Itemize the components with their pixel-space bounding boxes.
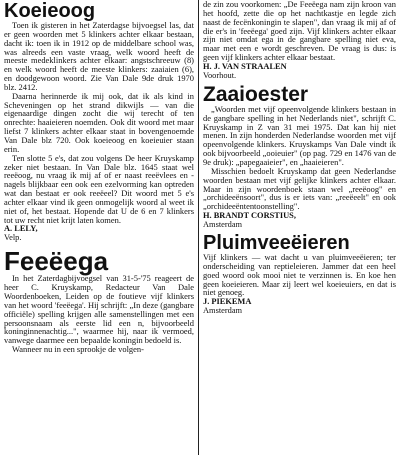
article-feeeega-continued bbox=[203, 0, 396, 80]
article-feeeega bbox=[4, 248, 194, 354]
author-place: Voorhout. bbox=[203, 70, 237, 80]
article-paragraph: Toen ik gisteren in het Zaterdagse bijvoegsel las, dat er geen woorden met 5 klinkers achter elkaar bestaan, dacht ik: toen ik in 1912 op de middelbare school was, was alreeds een vaste vraag, welk woord heeft de meeste medeklinkers achter elkaar: angstschreeuw (8) en welk woord heeft de meeste klinkers: zaaiaien (6), en doodgewoon woord. Zie Van Dale 9de druk 1970 blz. 2412. bbox=[4, 20, 194, 92]
article-koeieoog bbox=[4, 1, 194, 242]
article-pluimveeieren bbox=[203, 233, 396, 315]
article-title: Feeëega bbox=[4, 246, 109, 277]
article-title: Zaaioester bbox=[203, 82, 309, 106]
author-name: H. J. VAN STRAALEN bbox=[203, 61, 287, 71]
author-name: J. PIEKEMA bbox=[203, 297, 252, 307]
author-name: A. LELY, bbox=[4, 224, 38, 234]
author-signature bbox=[203, 297, 396, 315]
article-zaaioester bbox=[203, 84, 396, 229]
author-signature bbox=[203, 62, 396, 80]
right-column bbox=[203, 0, 396, 455]
author-place: Amsterdam bbox=[203, 220, 243, 230]
article-paragraph: „Woorden met vijf opeenvolgende klinkers bestaan in de gangbare spelling in het Nederlands niet", schrijft C. Kruyskamp in Z van 31 mei 1975. Dat kan hij niet menen. In zijn honderden Nederlandse woorden met vijf opeenvolgende klinkers. Kruyskamps Van Dale vindt ik ook bijvoorbeeld „ooieuier" (op pag. 729 en 1476 van de 9e druk): „papegaaieier", en „haaieieren". bbox=[203, 103, 396, 167]
article-paragraph: Wanneer nu in een sprookje de volgen- bbox=[12, 344, 144, 355]
article-title: Koeieoog bbox=[4, 0, 96, 22]
author-name: H. BRANDT CORSTIUS, bbox=[203, 211, 296, 221]
article-paragraph: Ten slotte 5 e's, dat zou volgens De heer Kruyskamp zeker niet bestaan. In Van Dale blz. 1645 staat wel reeëoog, nu vraag ik mij af of er naast reeëvlees en -nagels blijkbaar een ook een ezelvorming kan optreden wat dan bestaat er ook reeëeel? Dit woord met 5 e's achter elkaar vind ik geen onmogelijk woord al weet ik niet of, het bestaat. Hopende dat U de 6 en 7 klinkers tot uw recht niet krijt laten komen. bbox=[4, 152, 194, 225]
author-place: Amsterdam bbox=[203, 306, 243, 316]
article-paragraph: Vijf klinkers — wat dacht u van pluimveeëieren; ter onderscheiding van reptieleieren. Jammer dat een heel goed woord ook mooi niet te verzinnen is. En koe hen geen koeieieren. Maar zij leert wel koeieuiers, en dat is niet genoeg. bbox=[203, 252, 396, 298]
author-signature bbox=[203, 211, 396, 229]
left-column bbox=[4, 0, 194, 455]
article-paragraph: Misschien bedoelt Kruyskamp dat geen Nederlandse woorden bestaan met vijf gelijke klinkers achter elkaar. Maar in zijn woordenboek staan wel „reeëoog" en „orchideeënsoort", dus is er iets van: „reeëeelt" en ook „orchideeëntentoonstelling". bbox=[203, 165, 396, 212]
column-divider bbox=[198, 0, 199, 455]
article-paragraph: Daarna herinnerde ik mij ook, dat ik als kind in Scheveningen op het strand dikwijls — van die eigenaardige dingen zocht die wij terecht of ten onrechte: haaieieren noemden. Ook dit woord met maar liefst 7 klinkers achter elkaar staat in bovengenoemde Van Dale blz 720. Ook koeieoog en koeieuier staan erin. bbox=[4, 90, 194, 154]
author-signature bbox=[4, 224, 194, 242]
article-paragraph: In het Zaterdagbijvoegsel van 31-5-'75 reageert de heer C. Kruyskamp, Redacteur Van Dale Woordenboeken, Leiden op de foutieve vijf klinkers van het woord 'feeëega'. Hij schrijft: „In deze (gangbare officiële) spelling krijgen alle samenstellingen met een persoonsnaam als eerste lid een n, bijvoorbeeld koninginnenachtig...", waarmee hij, naar ik vermoed, vanwege daarmee een bepaalde koningin bedoeld is. bbox=[4, 273, 194, 346]
article-title: Pluimveeëieren bbox=[203, 232, 350, 255]
article-paragraph: de zin zou voorkomen: „De Feeëega nam zijn kroon van het hoofd, zette die op het nachtkastje en legde zich naast de fecënkoningin te slapen", dan vraag ik mij af of die er's in 'feeëega' goed zijn. Vijf klinkers achter elkaar zijn niet omdat ega in de gangbare spelling niet eva, maar met een e wordt geschreven. De vraag is dus: is geen vijf klinkers achter elkaar bestaat. bbox=[203, 0, 396, 63]
author-place: Velp. bbox=[4, 233, 22, 243]
